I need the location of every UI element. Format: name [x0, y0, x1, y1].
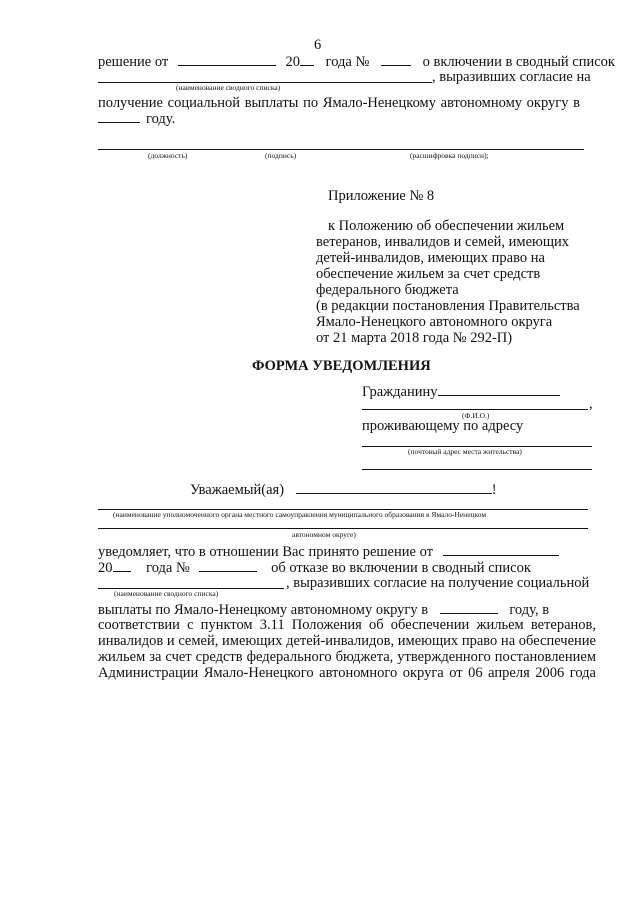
payment-text: получение социальной выплаты по Ямало-Ненецкому автономному округу в	[98, 95, 580, 111]
number-blank	[381, 53, 411, 66]
annex-line-8: от 21 марта 2018 года № 292-П)	[316, 330, 513, 346]
caption-notice-list: (наименование сводного списка)	[114, 589, 219, 598]
annex-line-2: ветеранов, инвалидов и семей, имеющих	[316, 234, 570, 250]
citizen-label: Гражданину	[362, 384, 438, 400]
annex-line-5: федерального бюджета	[316, 282, 459, 298]
annex-line-3: детей-инвалидов, имеющих право на	[316, 250, 545, 266]
year-blank	[300, 53, 314, 66]
decision-label: решение от	[98, 54, 169, 70]
annex-title: Приложение № 8	[328, 188, 435, 204]
fio-blank	[362, 409, 588, 410]
citizen-blank	[438, 383, 560, 396]
annex-line-6: (в редакции постановления Правительства	[316, 298, 580, 314]
caption-organization-2: автономном округе)	[292, 530, 356, 539]
year-prefix: 20	[285, 54, 301, 70]
annex-line-4: обеспечение жильем за счет средств	[316, 266, 541, 282]
notice-line-7: жильем за счет средств федерального бюджета, утвержденного постановлением	[98, 649, 596, 665]
caption-decoding: (расшифровка подписи);	[410, 151, 489, 160]
greeting-label: Уважаемый(ая)	[190, 482, 285, 498]
caption-list-name: (наименование сводного списка)	[176, 83, 281, 92]
year-end-line	[98, 110, 175, 128]
notice-date-blank	[443, 543, 559, 556]
notice-line-5: соответствии с пунктом 3.11 Положения об обеспечении жильем ветеранов,	[98, 617, 596, 633]
annex-line-7: Ямало-Ненецкого автономного округа	[316, 314, 553, 330]
notice-year-text: году, в	[509, 602, 550, 618]
caption-signature: (подпись)	[265, 151, 297, 160]
notice-line-6: инвалидов и семей, имеющих детей-инвалидов, имеющих право на обеспечение	[98, 633, 596, 649]
notice-payment-text: выплаты по Ямало-Ненецкому автономному округу в	[98, 602, 429, 618]
greeting-excl: !	[491, 482, 497, 498]
organization-blank-2	[98, 528, 588, 529]
inclusion-text: о включении в сводный список	[422, 54, 615, 70]
notice-year-blank-2	[440, 601, 498, 614]
citizen-line	[362, 383, 560, 401]
residing-label: проживающему по адресу	[362, 418, 524, 434]
caption-organization-1: (наименование уполномоченного органа местного самоуправления муниципального образования в Ямало-Ненецком	[113, 510, 487, 519]
form-title: ФОРМА УВЕДОМЛЕНИЯ	[252, 358, 431, 374]
annex-line-1: к Положению об обеспечении жильем	[328, 218, 565, 234]
caption-fio: (Ф.И.О.)	[462, 411, 490, 420]
notice-line-8: Администрации Ямало-Ненецкого автономного округа от 06 апреля 2006 года	[98, 665, 596, 681]
decision-date-blank	[178, 53, 276, 66]
notice-number-blank	[199, 559, 257, 572]
notice-number-label: года №	[146, 560, 190, 576]
refusal-text: об отказе во включении в сводный список	[271, 560, 531, 576]
caption-address: (почтовый адрес места жительства)	[408, 447, 522, 456]
notice-year-prefix: 20	[98, 560, 113, 576]
notice-text-1: уведомляет, что в отношении Вас принято решение от	[98, 544, 433, 560]
greeting-name-blank	[296, 481, 492, 494]
notice-year-blank	[113, 559, 131, 572]
year-end-text: году.	[146, 111, 176, 127]
greeting-line	[190, 481, 497, 499]
caption-position: (должность)	[148, 151, 188, 160]
payment-year-blank	[98, 110, 140, 123]
fio-comma: ,	[589, 396, 593, 412]
notice-consent-text: , выразивших согласие на получение социальной	[286, 575, 590, 591]
page-number: 6	[314, 37, 322, 53]
year-number-label: года №	[325, 54, 370, 70]
signature-line	[98, 149, 584, 150]
address-blank-2	[362, 469, 592, 470]
consent-text: , выразивших согласие на	[432, 69, 591, 85]
